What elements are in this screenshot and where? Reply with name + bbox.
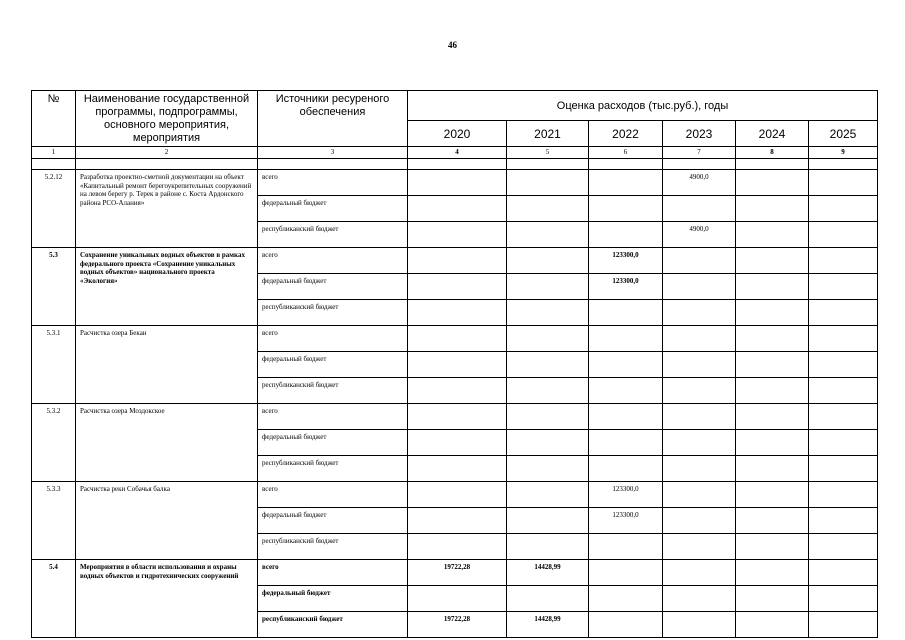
item-number: 5.3.1 — [32, 326, 76, 404]
expense-value — [589, 534, 663, 560]
column-index: 9 — [809, 147, 878, 159]
header-source: Источники ресуреного обеспечения — [258, 91, 408, 147]
expense-value — [589, 430, 663, 456]
expense-value — [663, 378, 736, 404]
expense-value — [589, 326, 663, 352]
expense-value: 123300,0 — [589, 482, 663, 508]
spacer-cell — [663, 159, 736, 170]
funding-source: всего — [258, 248, 408, 274]
expense-value: 19722,28 — [408, 612, 507, 638]
funding-source: всего — [258, 404, 408, 430]
expense-value: 123300,0 — [589, 248, 663, 274]
expense-value — [507, 352, 589, 378]
expense-table — [31, 90, 878, 638]
spacer-cell — [76, 159, 258, 170]
funding-source: федеральный бюджет — [258, 352, 408, 378]
expense-value — [408, 534, 507, 560]
expense-value — [507, 274, 589, 300]
header-year: 2025 — [809, 121, 878, 147]
funding-source: федеральный бюджет — [258, 430, 408, 456]
funding-source: всего — [258, 326, 408, 352]
header-year: 2024 — [736, 121, 809, 147]
expense-value — [663, 612, 736, 638]
header-year: 2023 — [663, 121, 736, 147]
table-row — [32, 326, 878, 352]
item-name: Сохранение уникальных водных объектов в рамках федерального проекта «Сохранение уникальных водных объектов» национального проекта «Экология» — [76, 248, 258, 326]
column-index: 1 — [32, 147, 76, 159]
expense-value — [663, 456, 736, 482]
expense-value — [809, 300, 878, 326]
expense-value: 4900,0 — [663, 222, 736, 248]
spacer-cell — [258, 159, 408, 170]
column-index: 8 — [736, 147, 809, 159]
expense-value — [507, 534, 589, 560]
expense-value — [507, 430, 589, 456]
expense-value — [736, 508, 809, 534]
spacer-cell — [809, 159, 878, 170]
expense-value — [736, 586, 809, 612]
expense-value — [663, 430, 736, 456]
expense-value: 14428,99 — [507, 560, 589, 586]
expense-value — [589, 612, 663, 638]
column-index: 2 — [76, 147, 258, 159]
expense-value — [809, 612, 878, 638]
expense-value — [507, 300, 589, 326]
item-number: 5.3.2 — [32, 404, 76, 482]
expense-value — [408, 430, 507, 456]
expense-value — [809, 482, 878, 508]
expense-value — [507, 222, 589, 248]
expense-value — [663, 508, 736, 534]
expense-value — [663, 586, 736, 612]
expense-value — [736, 482, 809, 508]
item-name: Мероприятия в области использования и охраны водных объектов и гидротехнических сооружений — [76, 560, 258, 638]
spacer-cell — [736, 159, 809, 170]
expense-value — [809, 508, 878, 534]
expense-value — [809, 456, 878, 482]
funding-source: республиканский бюджет — [258, 612, 408, 638]
expense-value — [809, 352, 878, 378]
expense-value — [736, 196, 809, 222]
expense-value — [589, 170, 663, 196]
header-year: 2020 — [408, 121, 507, 147]
expense-value — [736, 534, 809, 560]
header-num: № — [32, 91, 76, 147]
expense-value — [809, 560, 878, 586]
expense-value: 4900,0 — [663, 170, 736, 196]
expense-value — [507, 586, 589, 612]
header-name: Наименование государственной программы, подпрограммы, основного мероприятия, мероприятия — [76, 91, 258, 147]
item-number: 5.3 — [32, 248, 76, 326]
funding-source: всего — [258, 482, 408, 508]
expense-value — [809, 170, 878, 196]
expense-value: 123300,0 — [589, 274, 663, 300]
expense-value — [408, 586, 507, 612]
expense-value — [809, 274, 878, 300]
header-year: 2022 — [589, 121, 663, 147]
page-number: 46 — [448, 40, 457, 50]
expense-value — [408, 326, 507, 352]
table-row — [32, 482, 878, 508]
expense-value — [408, 482, 507, 508]
expense-value — [663, 404, 736, 430]
expense-value — [408, 508, 507, 534]
expense-value — [408, 222, 507, 248]
expense-value — [589, 378, 663, 404]
funding-source: республиканский бюджет — [258, 222, 408, 248]
expense-value — [663, 196, 736, 222]
expense-value — [663, 274, 736, 300]
expense-value — [408, 196, 507, 222]
expense-value — [809, 248, 878, 274]
column-index: 7 — [663, 147, 736, 159]
table-row — [32, 404, 878, 430]
column-index: 4 — [408, 147, 507, 159]
spacer-cell — [408, 159, 507, 170]
funding-source: федеральный бюджет — [258, 274, 408, 300]
expense-value — [736, 378, 809, 404]
table-row — [32, 248, 878, 274]
expense-value — [507, 482, 589, 508]
expense-value — [663, 248, 736, 274]
funding-source: республиканский бюджет — [258, 534, 408, 560]
expense-value — [507, 378, 589, 404]
expense-value — [507, 456, 589, 482]
expense-value — [663, 534, 736, 560]
table-row — [32, 560, 878, 586]
expense-value — [809, 534, 878, 560]
expense-value — [663, 352, 736, 378]
expense-value — [589, 404, 663, 430]
expense-value — [408, 404, 507, 430]
table-row — [32, 170, 878, 196]
expense-value — [408, 352, 507, 378]
expense-value — [809, 222, 878, 248]
funding-source: федеральный бюджет — [258, 508, 408, 534]
expense-value — [736, 222, 809, 248]
expense-value — [736, 560, 809, 586]
item-number: 5.2.12 — [32, 170, 76, 248]
expense-value — [663, 560, 736, 586]
expense-value — [663, 300, 736, 326]
funding-source: республиканский бюджет — [258, 300, 408, 326]
expense-value — [809, 196, 878, 222]
spacer-cell — [507, 159, 589, 170]
expense-value: 19722,28 — [408, 560, 507, 586]
expense-value — [507, 248, 589, 274]
funding-source: всего — [258, 560, 408, 586]
item-name: Расчистка озера Бекан — [76, 326, 258, 404]
funding-source: всего — [258, 170, 408, 196]
expense-value — [589, 300, 663, 326]
expense-value — [736, 274, 809, 300]
expense-value — [736, 326, 809, 352]
funding-source: федеральный бюджет — [258, 196, 408, 222]
expense-value — [589, 456, 663, 482]
item-name: Расчистка реки Собачья балка — [76, 482, 258, 560]
expense-value — [809, 378, 878, 404]
expense-value — [736, 456, 809, 482]
expense-value — [736, 352, 809, 378]
expense-value — [589, 196, 663, 222]
spacer-cell — [589, 159, 663, 170]
column-index: 5 — [507, 147, 589, 159]
expense-value — [809, 430, 878, 456]
expense-value — [408, 378, 507, 404]
spacer-cell — [32, 159, 76, 170]
expense-value — [408, 300, 507, 326]
expense-value — [589, 560, 663, 586]
funding-source: республиканский бюджет — [258, 378, 408, 404]
expense-value — [736, 404, 809, 430]
expense-value — [589, 352, 663, 378]
item-name: Разработка проектно-сметной документации на объект «Капитальный ремонт берегоукрепительных сооружений на левом берегу р. Терек в районе с. Коста Ардонского района РСО-Алания» — [76, 170, 258, 248]
expense-value — [408, 456, 507, 482]
expense-value — [507, 404, 589, 430]
item-name: Расчистка озера Моздокское — [76, 404, 258, 482]
expense-value — [736, 612, 809, 638]
expense-value — [408, 170, 507, 196]
expense-value — [736, 170, 809, 196]
expense-value: 123300,0 — [589, 508, 663, 534]
header-estimate: Оценка расходов (тыс.руб.), годы — [408, 91, 878, 121]
expense-value — [408, 248, 507, 274]
expense-value — [663, 482, 736, 508]
expense-value — [663, 326, 736, 352]
expense-value — [589, 586, 663, 612]
column-index: 3 — [258, 147, 408, 159]
expense-value — [507, 326, 589, 352]
expense-value — [507, 170, 589, 196]
expense-value — [809, 586, 878, 612]
expense-value — [408, 274, 507, 300]
expense-value — [736, 248, 809, 274]
expense-value — [589, 222, 663, 248]
expense-value — [736, 300, 809, 326]
expense-value — [507, 508, 589, 534]
expense-value — [736, 430, 809, 456]
expense-value — [507, 196, 589, 222]
item-number: 5.3.3 — [32, 482, 76, 560]
header-year: 2021 — [507, 121, 589, 147]
column-index: 6 — [589, 147, 663, 159]
item-number: 5.4 — [32, 560, 76, 638]
funding-source: федеральный бюджет — [258, 586, 408, 612]
funding-source: республиканский бюджет — [258, 456, 408, 482]
expense-value: 14428,99 — [507, 612, 589, 638]
expense-value — [809, 404, 878, 430]
expense-value — [809, 326, 878, 352]
